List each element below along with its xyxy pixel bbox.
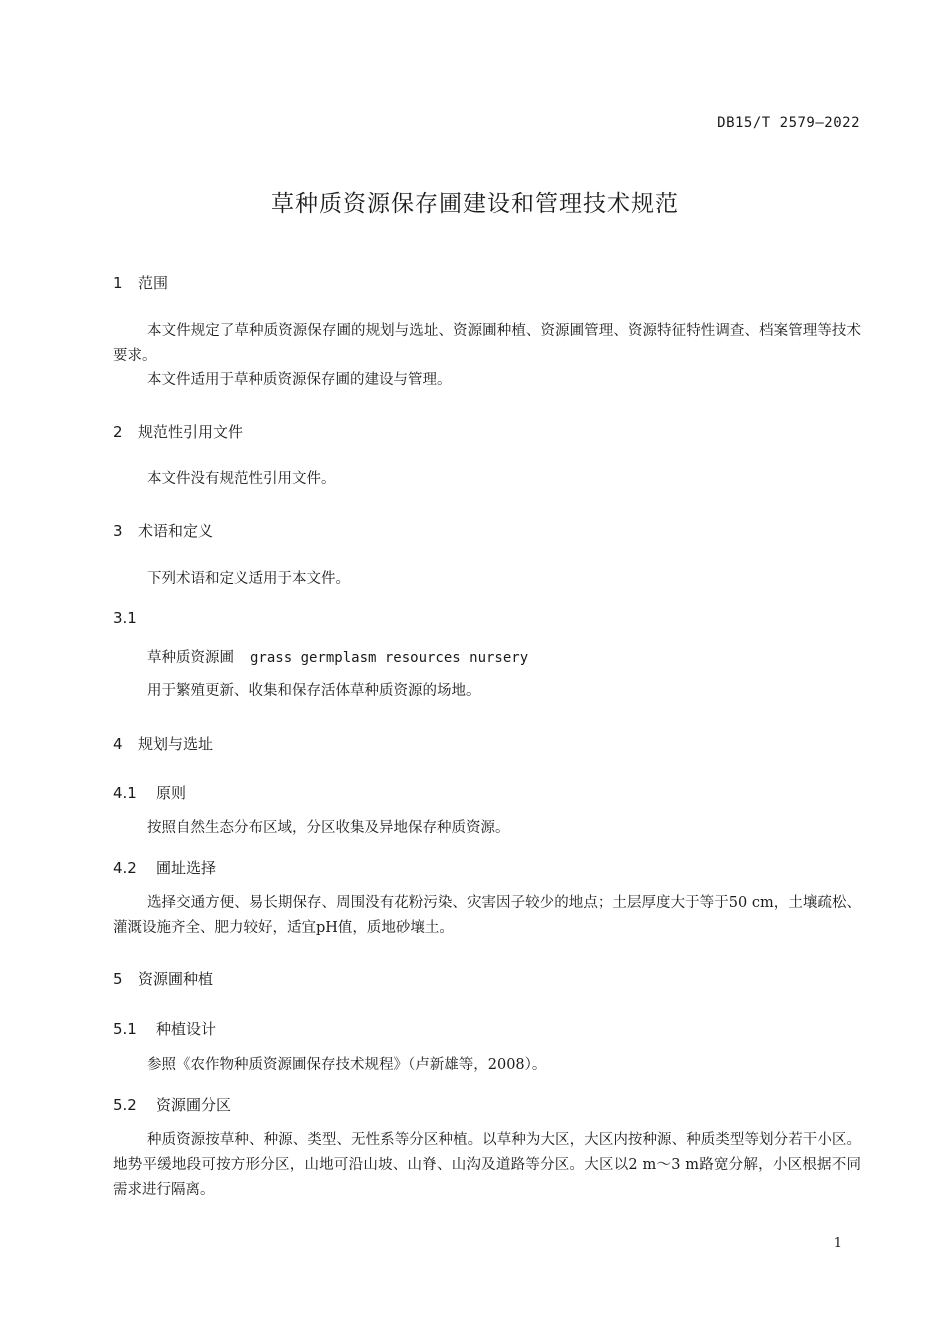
section-heading-3 — [113, 520, 213, 541]
section-title: 范围 — [138, 274, 169, 292]
paragraph: 本文件适用于草种质资源保存圃的建设与管理。 — [147, 372, 452, 388]
term-english: grass germplasm resources nursery — [250, 650, 529, 666]
term-entry — [147, 646, 528, 667]
page-number: 1 — [833, 1236, 842, 1251]
paragraph: 下列术语和定义适用于本文件。 — [147, 571, 350, 587]
subsection-heading-5-1 — [113, 1018, 216, 1039]
section-number: 3 — [113, 522, 123, 540]
section-title: 规划与选址 — [138, 735, 214, 753]
subsection-number: 4.2 — [113, 859, 137, 877]
paragraph: 参照《农作物种质资源圃保存技术规程》（卢新雄等，2008）。 — [147, 1057, 547, 1073]
section-number: 4 — [113, 735, 123, 753]
section-heading-4 — [113, 733, 213, 754]
term-chinese: 草种质资源圃 — [147, 650, 234, 666]
section-heading-2 — [113, 421, 243, 442]
subsection-number: 5.1 — [113, 1020, 137, 1038]
subsection-number: 5.2 — [113, 1096, 137, 1114]
section-title: 术语和定义 — [138, 522, 214, 540]
subsection-heading-5-2 — [113, 1094, 231, 1115]
section-number: 1 — [113, 274, 123, 292]
paragraph: 本文件没有规范性引用文件。 — [147, 471, 336, 487]
paragraph: 按照自然生态分布区域，分区收集及异地保存种质资源。 — [147, 820, 510, 836]
subsection-heading-4-2 — [113, 857, 216, 878]
section-heading-1 — [113, 272, 168, 293]
subsection-title: 种植设计 — [156, 1020, 217, 1038]
paragraph: 种质资源按草种、种源、类型、无性系等分区种植。以草种为大区，大区内按种源、种质类型等划分若干小区。地势平缓地段可按方形分区，山地可沿山坡、山脊、山沟及道路等分区。大区以2 m～3 m路宽分解，小区根据不同需求进行隔离。 — [113, 1132, 861, 1198]
section-title: 资源圃种植 — [138, 970, 214, 988]
term-number: 3.1 — [113, 609, 137, 627]
section-title: 规范性引用文件 — [138, 423, 244, 441]
section-heading-5 — [113, 968, 213, 989]
paragraph: 本文件规定了草种质资源保存圃的规划与选址、资源圃种植、资源圃管理、资源特征特性调查、档案管理等技术要求。 — [113, 323, 861, 364]
paragraph: 选择交通方便、易长期保存、周围没有花粉污染、灾害因子较少的地点；土层厚度大于等于50 cm，土壤疏松、灌溉设施齐全、肥力较好，适宜pH值，质地砂壤土。 — [113, 895, 861, 936]
section-number: 5 — [113, 970, 123, 988]
subsection-title: 原则 — [156, 784, 187, 802]
subsection-title: 圃址选择 — [156, 859, 217, 877]
subsection-heading-4-1 — [113, 782, 186, 803]
document-title: 草种质资源保存圃建设和管理技术规范 — [271, 191, 679, 217]
subsection-number: 4.1 — [113, 784, 137, 802]
term-definition: 用于繁殖更新、收集和保存活体草种质资源的场地。 — [147, 683, 481, 699]
section-number: 2 — [113, 423, 123, 441]
subsection-title: 资源圃分区 — [156, 1096, 232, 1114]
document-code: DB15/T 2579—2022 — [717, 115, 860, 131]
